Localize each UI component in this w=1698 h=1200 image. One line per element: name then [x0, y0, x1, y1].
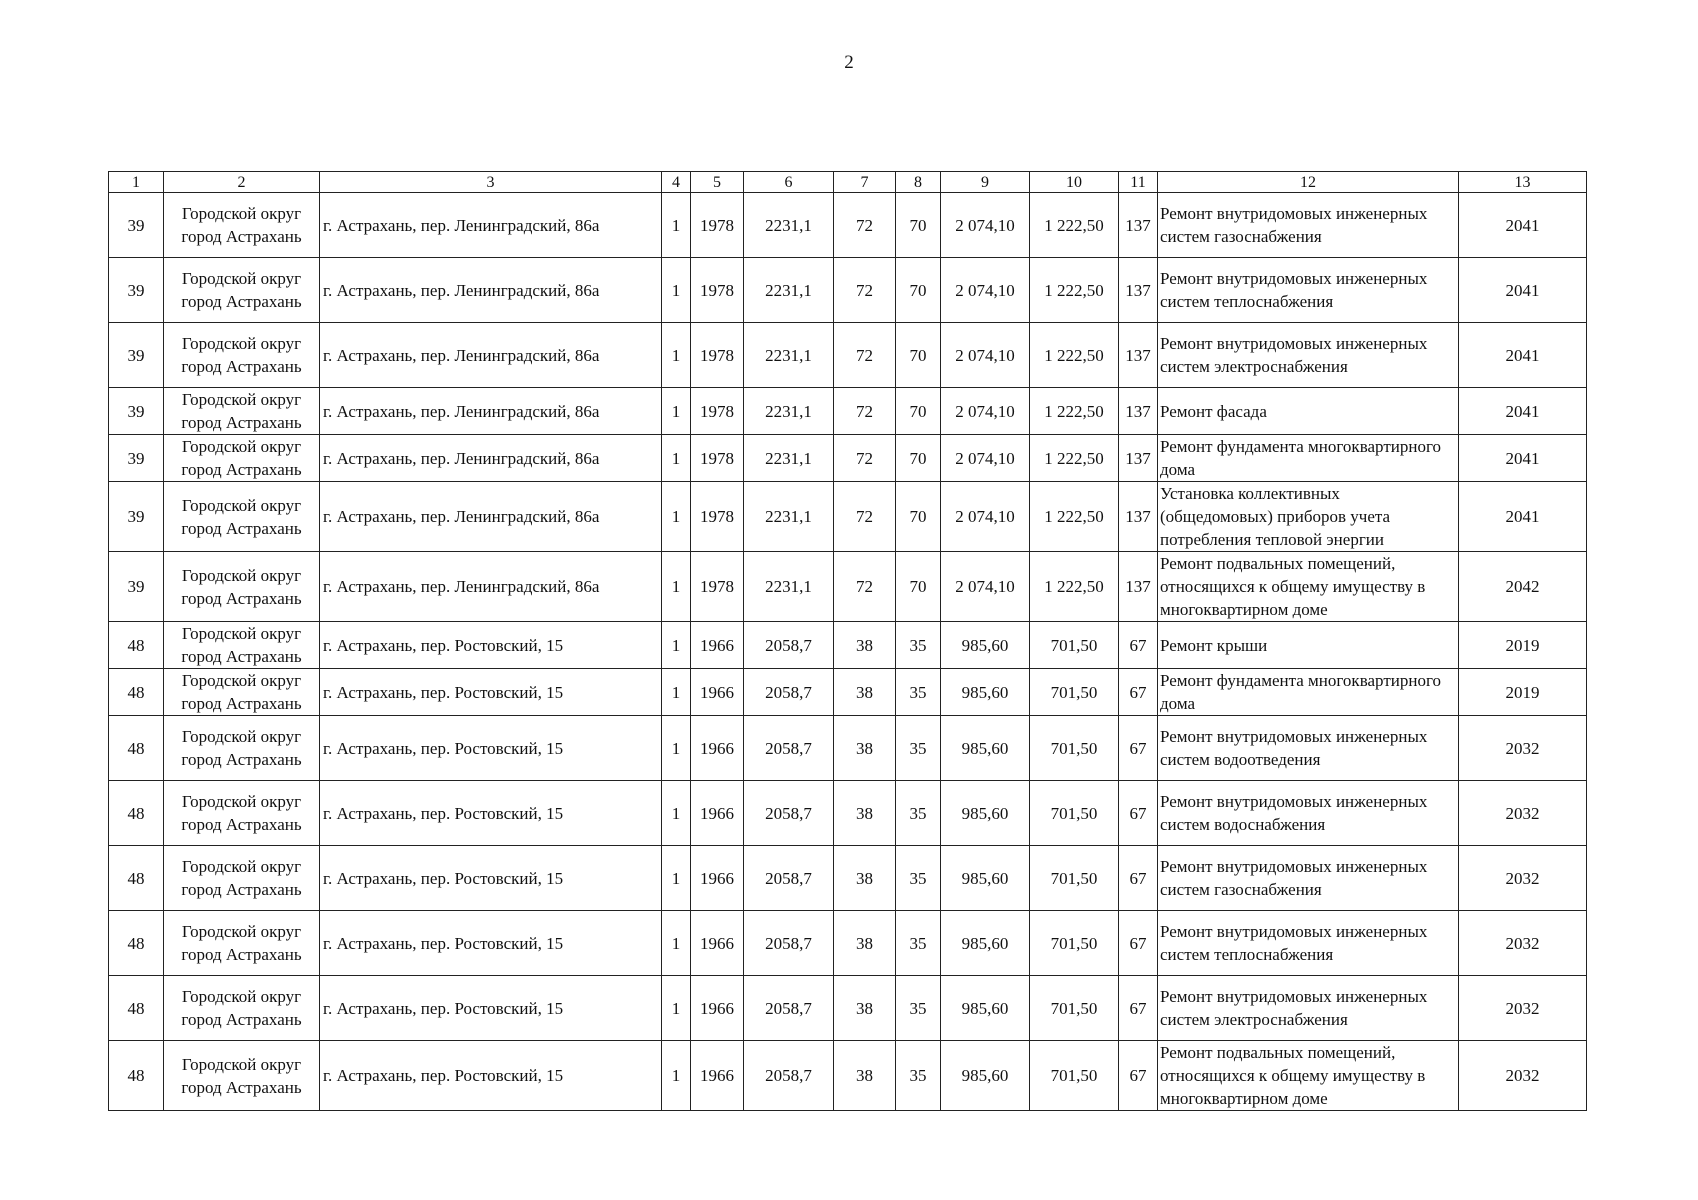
page-number: 2: [844, 52, 854, 73]
column-7-cell: 38: [834, 669, 896, 716]
column-7-cell: 72: [834, 193, 896, 258]
column-8-cell: 70: [896, 323, 941, 388]
column-8-cell: 35: [896, 911, 941, 976]
column-9-cell: 2 074,10: [941, 323, 1030, 388]
column-4-cell: 1: [662, 552, 691, 622]
planned-period-cell: 2041: [1459, 435, 1587, 482]
planned-period-cell: 2041: [1459, 193, 1587, 258]
address-cell: г. Астрахань, пер. Ленинградский, 86а: [320, 193, 662, 258]
column-4-cell: 1: [662, 482, 691, 552]
column-10-cell: 701,50: [1030, 781, 1119, 846]
column-8-cell: 35: [896, 976, 941, 1041]
planned-period-cell: 2032: [1459, 716, 1587, 781]
municipality-cell: Городской округ город Астрахань: [164, 258, 320, 323]
year-built-cell: 1966: [691, 1041, 744, 1111]
column-4-cell: 1: [662, 435, 691, 482]
column-9-cell: 985,60: [941, 846, 1030, 911]
column-8-cell: 35: [896, 716, 941, 781]
table-row: [109, 716, 1587, 781]
work-type-cell: Ремонт внутридомовых инженерных систем водоснабжения: [1158, 781, 1459, 846]
year-built-cell: 1978: [691, 552, 744, 622]
table-row: [109, 388, 1587, 435]
column-header: 13: [1459, 172, 1587, 193]
header-row: [109, 172, 1587, 193]
column-8-cell: 35: [896, 622, 941, 669]
column-8-cell: 70: [896, 193, 941, 258]
column-11-cell: 137: [1119, 388, 1158, 435]
address-cell: г. Астрахань, пер. Ростовский, 15: [320, 976, 662, 1041]
address-cell: г. Астрахань, пер. Ленинградский, 86а: [320, 258, 662, 323]
total-area-cell: 2231,1: [744, 388, 834, 435]
total-area-cell: 2058,7: [744, 846, 834, 911]
column-10-cell: 701,50: [1030, 976, 1119, 1041]
municipality-cell: Городской округ город Астрахань: [164, 781, 320, 846]
column-8-cell: 35: [896, 1041, 941, 1111]
column-10-cell: 1 222,50: [1030, 435, 1119, 482]
column-4-cell: 1: [662, 193, 691, 258]
column-header: 5: [691, 172, 744, 193]
column-10-cell: 1 222,50: [1030, 258, 1119, 323]
year-built-cell: 1966: [691, 911, 744, 976]
column-8-cell: 70: [896, 388, 941, 435]
column-7-cell: 72: [834, 552, 896, 622]
column-9-cell: 2 074,10: [941, 193, 1030, 258]
total-area-cell: 2058,7: [744, 1041, 834, 1111]
column-4-cell: 1: [662, 622, 691, 669]
column-11-cell: 137: [1119, 435, 1158, 482]
column-10-cell: 1 222,50: [1030, 552, 1119, 622]
column-header: 9: [941, 172, 1030, 193]
work-type-cell: Ремонт подвальных помещений, относящихся к общему имуществу в многоквартирном доме: [1158, 1041, 1459, 1111]
column-9-cell: 2 074,10: [941, 388, 1030, 435]
total-area-cell: 2231,1: [744, 323, 834, 388]
column-10-cell: 701,50: [1030, 669, 1119, 716]
planned-period-cell: 2041: [1459, 258, 1587, 323]
column-9-cell: 2 074,10: [941, 482, 1030, 552]
column-10-cell: 1 222,50: [1030, 482, 1119, 552]
column-10-cell: 701,50: [1030, 716, 1119, 781]
column-10-cell: 701,50: [1030, 1041, 1119, 1111]
total-area-cell: 2058,7: [744, 911, 834, 976]
planned-period-cell: 2032: [1459, 976, 1587, 1041]
address-cell: г. Астрахань, пер. Ростовский, 15: [320, 622, 662, 669]
municipality-cell: Городской округ город Астрахань: [164, 622, 320, 669]
planned-period-cell: 2032: [1459, 1041, 1587, 1111]
row-number-cell: 48: [109, 846, 164, 911]
work-type-cell: Ремонт внутридомовых инженерных систем электроснабжения: [1158, 323, 1459, 388]
planned-period-cell: 2041: [1459, 482, 1587, 552]
row-number-cell: 48: [109, 976, 164, 1041]
work-type-cell: Ремонт фундамента многоквартирного дома: [1158, 435, 1459, 482]
column-10-cell: 701,50: [1030, 622, 1119, 669]
column-4-cell: 1: [662, 669, 691, 716]
address-cell: г. Астрахань, пер. Ленинградский, 86а: [320, 435, 662, 482]
column-11-cell: 137: [1119, 552, 1158, 622]
row-number-cell: 48: [109, 911, 164, 976]
year-built-cell: 1978: [691, 482, 744, 552]
column-11-cell: 67: [1119, 846, 1158, 911]
column-header: 6: [744, 172, 834, 193]
total-area-cell: 2231,1: [744, 552, 834, 622]
year-built-cell: 1966: [691, 716, 744, 781]
column-7-cell: 72: [834, 258, 896, 323]
address-cell: г. Астрахань, пер. Ростовский, 15: [320, 716, 662, 781]
column-9-cell: 2 074,10: [941, 258, 1030, 323]
planned-period-cell: 2019: [1459, 622, 1587, 669]
year-built-cell: 1966: [691, 976, 744, 1041]
table-row: [109, 482, 1587, 552]
column-4-cell: 1: [662, 911, 691, 976]
table-row: [109, 323, 1587, 388]
column-9-cell: 985,60: [941, 976, 1030, 1041]
table-row: [109, 846, 1587, 911]
address-cell: г. Астрахань, пер. Ростовский, 15: [320, 1041, 662, 1111]
column-8-cell: 35: [896, 781, 941, 846]
column-4-cell: 1: [662, 716, 691, 781]
planned-period-cell: 2019: [1459, 669, 1587, 716]
municipality-cell: Городской округ город Астрахань: [164, 193, 320, 258]
municipality-cell: Городской округ город Астрахань: [164, 669, 320, 716]
column-9-cell: 985,60: [941, 1041, 1030, 1111]
planned-period-cell: 2041: [1459, 323, 1587, 388]
row-number-cell: 39: [109, 552, 164, 622]
column-11-cell: 67: [1119, 911, 1158, 976]
table-row: [109, 781, 1587, 846]
column-11-cell: 137: [1119, 258, 1158, 323]
column-4-cell: 1: [662, 388, 691, 435]
column-11-cell: 67: [1119, 622, 1158, 669]
municipality-cell: Городской округ город Астрахань: [164, 435, 320, 482]
table-row: [109, 193, 1587, 258]
total-area-cell: 2231,1: [744, 435, 834, 482]
column-10-cell: 1 222,50: [1030, 323, 1119, 388]
column-9-cell: 985,60: [941, 669, 1030, 716]
municipality-cell: Городской округ город Астрахань: [164, 846, 320, 911]
total-area-cell: 2058,7: [744, 716, 834, 781]
year-built-cell: 1966: [691, 622, 744, 669]
total-area-cell: 2231,1: [744, 482, 834, 552]
column-10-cell: 701,50: [1030, 911, 1119, 976]
column-8-cell: 70: [896, 258, 941, 323]
work-type-cell: Ремонт внутридомовых инженерных систем газоснабжения: [1158, 193, 1459, 258]
table-row: [109, 1041, 1587, 1111]
year-built-cell: 1978: [691, 435, 744, 482]
column-header: 4: [662, 172, 691, 193]
municipality-cell: Городской округ город Астрахань: [164, 716, 320, 781]
column-9-cell: 985,60: [941, 781, 1030, 846]
row-number-cell: 48: [109, 622, 164, 669]
municipality-cell: Городской округ город Астрахань: [164, 388, 320, 435]
row-number-cell: 48: [109, 1041, 164, 1111]
table-row: [109, 976, 1587, 1041]
column-4-cell: 1: [662, 258, 691, 323]
address-cell: г. Астрахань, пер. Ленинградский, 86а: [320, 323, 662, 388]
address-cell: г. Астрахань, пер. Ростовский, 15: [320, 669, 662, 716]
column-10-cell: 1 222,50: [1030, 388, 1119, 435]
column-8-cell: 70: [896, 482, 941, 552]
column-9-cell: 985,60: [941, 716, 1030, 781]
planned-period-cell: 2032: [1459, 781, 1587, 846]
column-4-cell: 1: [662, 976, 691, 1041]
row-number-cell: 48: [109, 781, 164, 846]
column-7-cell: 38: [834, 781, 896, 846]
work-type-cell: Ремонт внутридомовых инженерных систем газоснабжения: [1158, 846, 1459, 911]
planned-period-cell: 2032: [1459, 911, 1587, 976]
column-7-cell: 38: [834, 622, 896, 669]
work-type-cell: Ремонт внутридомовых инженерных систем водоотведения: [1158, 716, 1459, 781]
planned-period-cell: 2041: [1459, 388, 1587, 435]
row-number-cell: 39: [109, 482, 164, 552]
column-8-cell: 35: [896, 846, 941, 911]
row-number-cell: 39: [109, 435, 164, 482]
row-number-cell: 48: [109, 669, 164, 716]
year-built-cell: 1966: [691, 781, 744, 846]
work-type-cell: Ремонт внутридомовых инженерных систем электроснабжения: [1158, 976, 1459, 1041]
column-header: 2: [164, 172, 320, 193]
total-area-cell: 2058,7: [744, 781, 834, 846]
column-7-cell: 38: [834, 911, 896, 976]
column-11-cell: 67: [1119, 976, 1158, 1041]
column-9-cell: 2 074,10: [941, 435, 1030, 482]
row-number-cell: 39: [109, 193, 164, 258]
address-cell: г. Астрахань, пер. Ростовский, 15: [320, 781, 662, 846]
total-area-cell: 2058,7: [744, 669, 834, 716]
row-number-cell: 39: [109, 258, 164, 323]
address-cell: г. Астрахань, пер. Ленинградский, 86а: [320, 388, 662, 435]
column-11-cell: 137: [1119, 482, 1158, 552]
address-cell: г. Астрахань, пер. Ростовский, 15: [320, 846, 662, 911]
repair-register-table: [108, 171, 1587, 1111]
column-11-cell: 67: [1119, 781, 1158, 846]
column-4-cell: 1: [662, 1041, 691, 1111]
column-4-cell: 1: [662, 846, 691, 911]
column-header: 10: [1030, 172, 1119, 193]
column-11-cell: 137: [1119, 323, 1158, 388]
table-row: [109, 258, 1587, 323]
year-built-cell: 1966: [691, 669, 744, 716]
column-7-cell: 72: [834, 482, 896, 552]
column-7-cell: 72: [834, 323, 896, 388]
total-area-cell: 2058,7: [744, 622, 834, 669]
address-cell: г. Астрахань, пер. Ростовский, 15: [320, 911, 662, 976]
column-header: 7: [834, 172, 896, 193]
planned-period-cell: 2042: [1459, 552, 1587, 622]
column-4-cell: 1: [662, 323, 691, 388]
work-type-cell: Установка коллективных (общедомовых) приборов учета потребления тепловой энергии: [1158, 482, 1459, 552]
total-area-cell: 2231,1: [744, 193, 834, 258]
table-row: [109, 911, 1587, 976]
column-7-cell: 38: [834, 1041, 896, 1111]
table-row: [109, 669, 1587, 716]
column-10-cell: 1 222,50: [1030, 193, 1119, 258]
year-built-cell: 1966: [691, 846, 744, 911]
column-8-cell: 70: [896, 552, 941, 622]
column-header: 3: [320, 172, 662, 193]
table-row: [109, 435, 1587, 482]
column-10-cell: 701,50: [1030, 846, 1119, 911]
table-row: [109, 622, 1587, 669]
column-11-cell: 67: [1119, 669, 1158, 716]
address-cell: г. Астрахань, пер. Ленинградский, 86а: [320, 482, 662, 552]
municipality-cell: Городской округ город Астрахань: [164, 482, 320, 552]
column-header: 1: [109, 172, 164, 193]
column-7-cell: 38: [834, 716, 896, 781]
municipality-cell: Городской округ город Астрахань: [164, 911, 320, 976]
column-7-cell: 38: [834, 976, 896, 1041]
work-type-cell: Ремонт подвальных помещений, относящихся к общему имуществу в многоквартирном доме: [1158, 552, 1459, 622]
column-4-cell: 1: [662, 781, 691, 846]
total-area-cell: 2231,1: [744, 258, 834, 323]
column-8-cell: 70: [896, 435, 941, 482]
total-area-cell: 2058,7: [744, 976, 834, 1041]
municipality-cell: Городской округ город Астрахань: [164, 552, 320, 622]
column-header: 11: [1119, 172, 1158, 193]
column-9-cell: 2 074,10: [941, 552, 1030, 622]
column-7-cell: 38: [834, 846, 896, 911]
year-built-cell: 1978: [691, 388, 744, 435]
column-9-cell: 985,60: [941, 911, 1030, 976]
column-7-cell: 72: [834, 435, 896, 482]
row-number-cell: 48: [109, 716, 164, 781]
work-type-cell: Ремонт фундамента многоквартирного дома: [1158, 669, 1459, 716]
row-number-cell: 39: [109, 323, 164, 388]
column-9-cell: 985,60: [941, 622, 1030, 669]
year-built-cell: 1978: [691, 193, 744, 258]
year-built-cell: 1978: [691, 323, 744, 388]
year-built-cell: 1978: [691, 258, 744, 323]
column-header: 12: [1158, 172, 1459, 193]
row-number-cell: 39: [109, 388, 164, 435]
work-type-cell: Ремонт фасада: [1158, 388, 1459, 435]
column-header: 8: [896, 172, 941, 193]
column-8-cell: 35: [896, 669, 941, 716]
planned-period-cell: 2032: [1459, 846, 1587, 911]
municipality-cell: Городской округ город Астрахань: [164, 976, 320, 1041]
table-row: [109, 552, 1587, 622]
address-cell: г. Астрахань, пер. Ленинградский, 86а: [320, 552, 662, 622]
column-7-cell: 72: [834, 388, 896, 435]
column-11-cell: 67: [1119, 1041, 1158, 1111]
work-type-cell: Ремонт крыши: [1158, 622, 1459, 669]
work-type-cell: Ремонт внутридомовых инженерных систем теплоснабжения: [1158, 258, 1459, 323]
municipality-cell: Городской округ город Астрахань: [164, 323, 320, 388]
municipality-cell: Городской округ город Астрахань: [164, 1041, 320, 1111]
work-type-cell: Ремонт внутридомовых инженерных систем теплоснабжения: [1158, 911, 1459, 976]
column-11-cell: 137: [1119, 193, 1158, 258]
column-11-cell: 67: [1119, 716, 1158, 781]
